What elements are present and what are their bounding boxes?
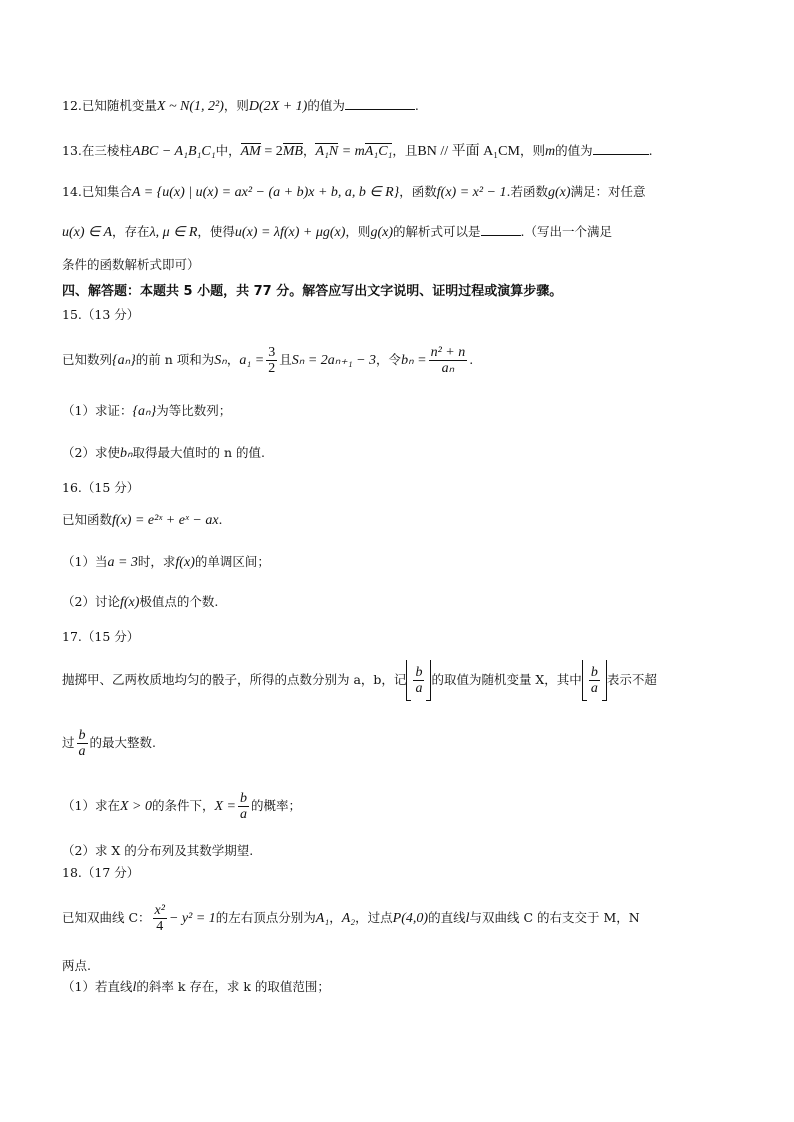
question-14-line2 — [62, 222, 612, 242]
q16-p2-b: 极值点的个数. — [139, 594, 219, 609]
q15-a1-den: 2 — [268, 361, 276, 376]
q17-floor-fraction — [413, 665, 424, 696]
q17-p1-a: （1）求在 — [62, 798, 120, 813]
q18-a2: A₂ — [341, 911, 356, 926]
q16-heading: 16.（15 分） — [62, 480, 140, 495]
q15-text-4: 且 — [279, 352, 292, 367]
q18-text-4: ， — [329, 910, 342, 925]
q12-variance-expr: D(2X + 1) — [248, 99, 308, 114]
q18-text-7: 与双曲线 C 的右支交于 M，N — [469, 910, 640, 925]
q13-eq2: = m — [338, 144, 365, 159]
vector-a1n: A₁N — [315, 144, 339, 159]
q17-frac-den: a — [415, 681, 423, 696]
q15-statement — [62, 340, 473, 381]
q15-sn: Sₙ — [214, 353, 227, 368]
q16-text-1: 已知函数 — [62, 512, 113, 527]
q18-statement-line1 — [62, 896, 640, 941]
q14-gx: g(x) — [547, 185, 571, 200]
q12-suffix: 的值为 — [307, 98, 345, 113]
q16-p1-fx: f(x) — [175, 555, 195, 570]
q16-text-2: . — [218, 512, 223, 527]
q12-mid: ，则 — [223, 98, 249, 113]
q15-text-1: 已知数列 — [62, 352, 113, 367]
q12-prefix: 12.已知随机变量 — [62, 98, 157, 113]
q15-relation: Sₙ = 2aₙ₊₁ − 3 — [291, 353, 377, 368]
q17-frac-den-3: a — [78, 744, 86, 759]
q17-frac-num-2: b — [590, 665, 598, 680]
floor-bracket-left-2 — [582, 660, 587, 701]
q18-p1-l: l — [132, 980, 137, 995]
q14-text-j: 条件的函数解析式即可） — [62, 257, 200, 272]
q17-floor-fraction-2 — [589, 665, 600, 696]
q13-answer-blank[interactable] — [593, 141, 649, 155]
q13-mid1: 中， — [215, 143, 241, 158]
q14-set-a: A = {u(x) | u(x) = ax² − (a + b)x + b, a, b ∈ R} — [131, 185, 400, 200]
section-4-heading: 四、解答题：本题共 5 小题，共 77 分。解答应写出文字说明、证明过程或演算步骤。 — [62, 284, 563, 299]
q14-u-in-a: u(x) ∈ A — [62, 225, 113, 240]
q18-frac-num: x² — [154, 903, 165, 918]
q14-text-h: 的解析式可以是 — [392, 224, 481, 239]
q15-p2-bn: bₙ — [119, 446, 133, 461]
q18-text-8: 两点. — [62, 958, 91, 973]
q16-part-1 — [62, 553, 270, 572]
q14-text-a: 14.已知集合 — [62, 184, 132, 199]
q16-part-2 — [62, 593, 218, 612]
q13-eq1: = 2 — [260, 144, 283, 159]
q17-p1-cond: X > 0 — [119, 799, 152, 814]
q15-part-2 — [62, 444, 265, 463]
q18-text-6: 的直线 — [428, 910, 466, 925]
q12-distribution: X ~ N(1, 2²) — [156, 99, 224, 114]
q18-eq: − y² = 1 — [168, 911, 216, 926]
q18-p1-a: （1）若直线 — [62, 979, 133, 994]
q16-p2-fx: f(x) — [119, 595, 140, 610]
q14-text-g: ，则 — [345, 224, 371, 239]
q18-text-1: 已知双曲线 C： — [62, 910, 151, 925]
q18-a1: A₁ — [315, 911, 330, 926]
q17-p1-c: 的概率； — [250, 798, 301, 813]
q18-part-1 — [62, 978, 330, 997]
q18-text-3: 的左右顶点分别为 — [215, 910, 316, 925]
q16-p1-cond: a = 3 — [107, 555, 138, 570]
q12-end: . — [414, 98, 419, 113]
q14-fx: f(x) = x² − 1 — [436, 185, 507, 200]
q17-statement-line2 — [62, 723, 156, 763]
q15-seq-an: {aₙ} — [112, 353, 136, 368]
q16-p2-a: （2）讨论 — [62, 594, 120, 609]
q15-text-2: 的前 n 项和为 — [135, 352, 215, 367]
q13-prefix: 13.在三棱柱 — [62, 143, 132, 158]
question-14-line3 — [62, 256, 200, 274]
q14-answer-blank[interactable] — [481, 222, 521, 236]
q15-heading: 15.（13 分） — [62, 307, 140, 322]
q17-p1-x: X = — [214, 799, 236, 814]
q17-p2: （2）求 X 的分布列及其数学期望. — [62, 843, 254, 858]
q17-frac-num-3: b — [78, 728, 86, 743]
q13-m: m — [544, 144, 556, 159]
q16-statement — [62, 511, 223, 530]
q18-point-p: P(4,0) — [392, 911, 429, 926]
q15-a1: a₁ = — [239, 353, 265, 368]
floor-bracket-left — [406, 660, 411, 701]
q17-p1-num: b — [239, 791, 247, 806]
q13-mid2: ，且 — [392, 143, 418, 158]
q13-suffix: 的值为 — [555, 143, 593, 158]
question-14-line1 — [62, 183, 646, 202]
q14-text-i: .（写出一个满足 — [520, 224, 612, 239]
q12-answer-blank[interactable] — [345, 96, 415, 110]
q16-p1-c: 的单调区间； — [194, 554, 270, 569]
q17-part-1 — [62, 786, 301, 827]
q15-bn: bₙ = — [401, 353, 427, 368]
q15-text-5: ，令 — [376, 352, 402, 367]
q16-p1-b: 时，求 — [137, 554, 176, 569]
q13-end: . — [648, 143, 653, 158]
q15-text-3: ， — [226, 352, 240, 367]
q18-statement-line2 — [62, 957, 91, 975]
q15-text-6: . — [469, 352, 474, 367]
q17-p1-fraction — [238, 791, 249, 822]
q17-heading: 17.（15 分） — [62, 629, 140, 644]
q15-p1-an: {aₙ} — [132, 404, 157, 419]
q18-line-l: l — [465, 911, 470, 926]
q16-p1-a: （1）当 — [62, 554, 108, 569]
q13-comma: ， — [302, 143, 316, 158]
q15-a1-num: 3 — [268, 345, 276, 360]
q18-hyperbola-fraction — [153, 903, 167, 934]
q17-statement-line1 — [62, 658, 657, 702]
q18-frac-den: 4 — [156, 919, 164, 934]
q17-fraction-3 — [77, 728, 88, 759]
q17-p1-den: a — [239, 807, 247, 822]
q14-gx-2: g(x) — [370, 225, 393, 240]
q17-text-1: 抛掷甲、乙两枚质地均匀的骰子，所得的点数分别为 a，b，记 — [62, 672, 407, 687]
q17-p1-b: 的条件下， — [151, 798, 215, 813]
q13-mid3: ，则 — [519, 143, 545, 158]
q17-frac-den-2: a — [590, 681, 598, 696]
q17-text-2: 的取值为随机变量 X，其中 — [431, 672, 582, 687]
q15-p1-a: （1）求证： — [62, 403, 133, 418]
q14-equation: u(x) = λf(x) + μg(x) — [234, 225, 346, 240]
question-12 — [62, 96, 419, 116]
q14-text-d: 满足：对任意 — [570, 184, 646, 199]
q15-p1-b: 为等比数列； — [156, 403, 232, 418]
q15-p2-b: 取得最大值时的 n 的值. — [132, 445, 266, 460]
q15-bn-den: aₙ — [441, 361, 455, 376]
q17-part-2 — [62, 842, 253, 860]
vector-mb: MB — [282, 144, 303, 159]
q14-lambda-mu: λ, μ ∈ R — [149, 225, 198, 240]
q15-bn-num: n² + n — [430, 345, 466, 360]
q13-prism: ABC − A₁B₁C₁ — [131, 144, 216, 159]
q18-text-5: ，过点 — [355, 910, 393, 925]
q17-text-5: 的最大整数. — [89, 735, 156, 750]
q18-p1-b: 的斜率 k 存在，求 k 的取值范围； — [136, 979, 330, 994]
q16-function: f(x) = e²ˣ + eˣ − ax — [112, 513, 219, 528]
question-13 — [62, 141, 653, 161]
q15-p2-a: （2）求使 — [62, 445, 120, 460]
q17-text-4: 过 — [62, 735, 75, 750]
q17-text-3: 表示不超 — [606, 672, 657, 687]
q14-text-c: .若函数 — [506, 184, 548, 199]
q18-heading: 18.（17 分） — [62, 865, 140, 880]
q13-parallel: BN // 平面 A₁CM — [417, 144, 520, 159]
vector-am: AM — [240, 144, 261, 159]
q14-text-f: ，使得 — [197, 224, 235, 239]
q17-frac-num: b — [415, 665, 423, 680]
q15-a1-fraction — [266, 345, 277, 376]
q14-text-e: ，存在 — [112, 224, 150, 239]
q15-bn-fraction — [429, 345, 468, 376]
q15-part-1 — [62, 402, 231, 421]
q14-text-b: ，函数 — [399, 184, 437, 199]
vector-a1c1: A₁C₁ — [364, 144, 393, 159]
